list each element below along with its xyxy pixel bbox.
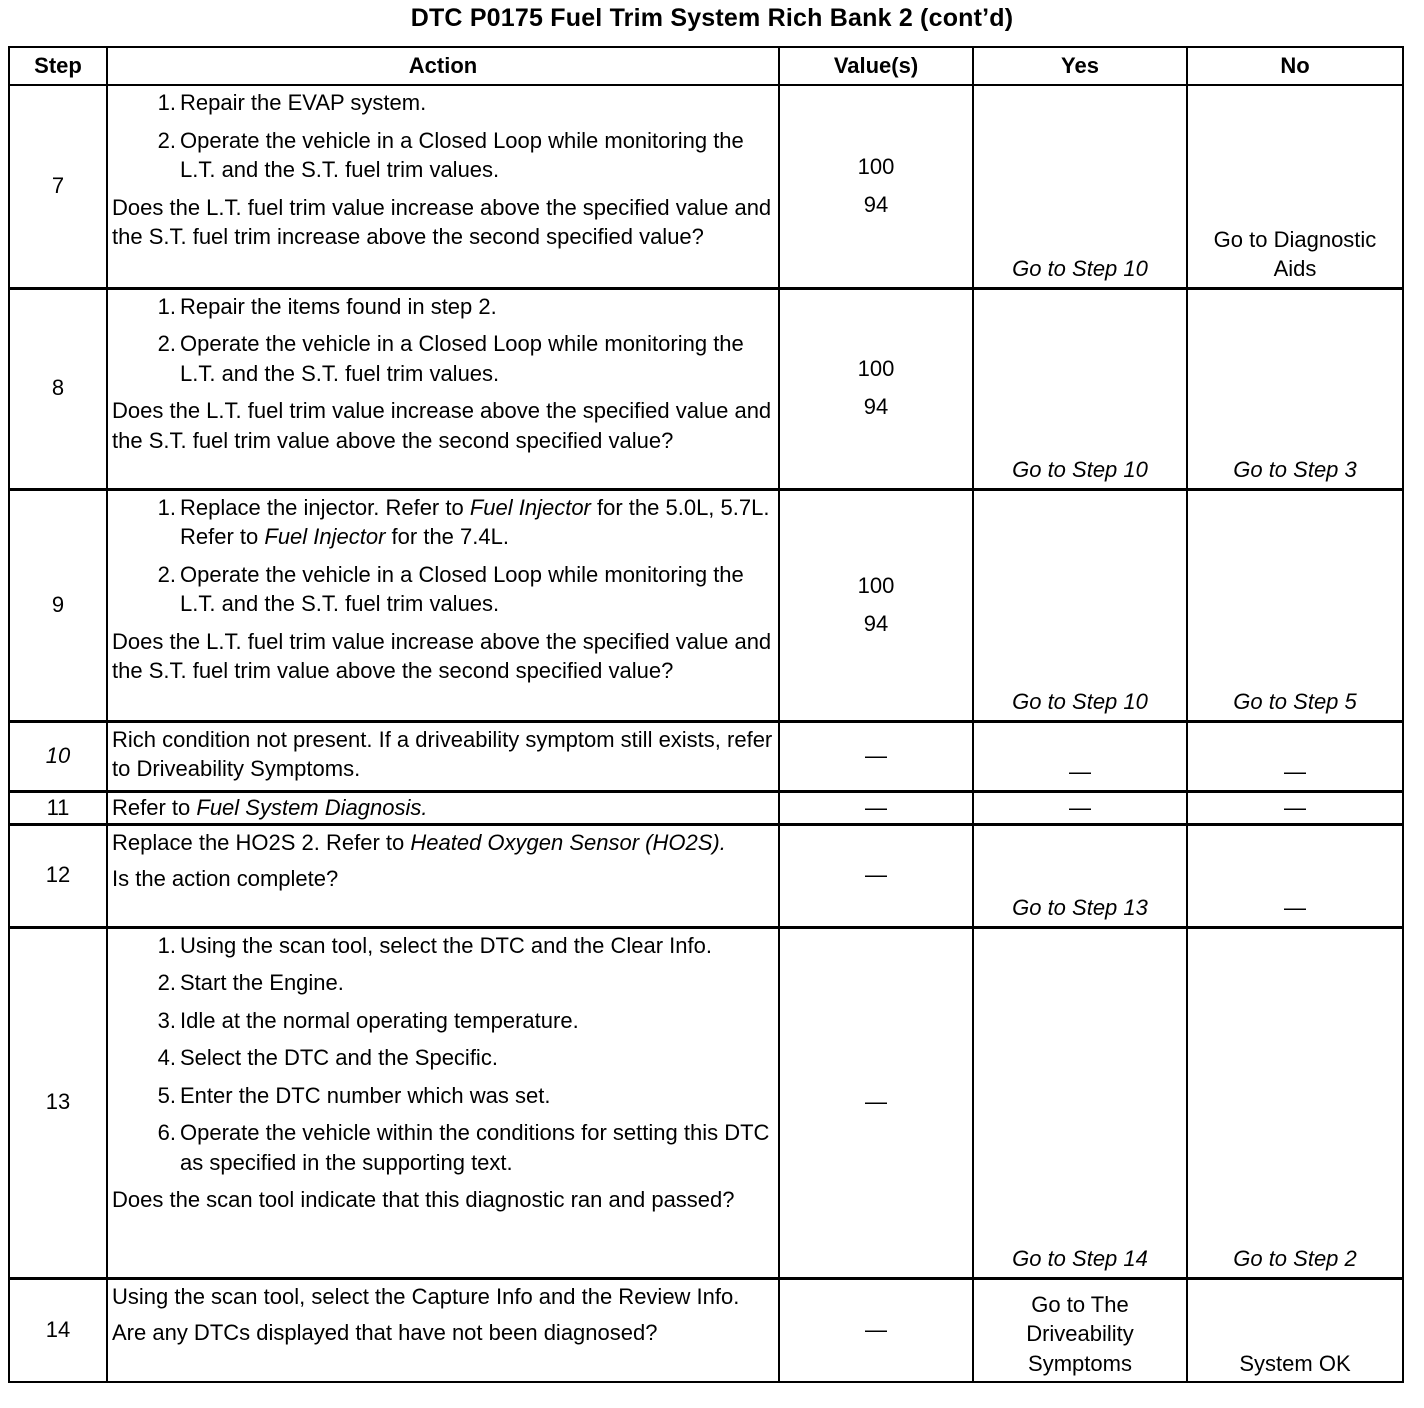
- heated-oxygen-sensor-ref: Heated Oxygen Sensor (HO2S).: [410, 829, 726, 855]
- item-number: 1.: [157, 494, 176, 520]
- fuel-system-diagnosis-ref: Fuel System Diagnosis.: [196, 794, 428, 820]
- page-title: DTC P0175 Fuel Trim System Rich Bank 2 (cont’d): [410, 4, 1014, 32]
- table-row: [9, 1278, 1403, 1382]
- action-cell: [107, 288, 779, 489]
- list-item: [112, 1118, 774, 1177]
- values-cell: [779, 489, 973, 721]
- item-text: [180, 493, 774, 552]
- action-cell: [107, 824, 779, 927]
- value-2: 94: [863, 394, 889, 419]
- action-cell: [107, 489, 779, 721]
- diagnostic-table: [8, 46, 1404, 1383]
- question-text: Is the action complete?: [112, 866, 339, 891]
- value-dash: —: [779, 927, 973, 1278]
- step-number: 10: [9, 721, 107, 791]
- item-number: 2.: [157, 127, 176, 153]
- step-number: 11: [9, 791, 107, 824]
- list-item: [112, 1081, 774, 1111]
- table-row: [9, 824, 1403, 927]
- yes-result: —: [973, 791, 1187, 824]
- value-1: 100: [857, 356, 895, 381]
- text-segment: for the 5.0L, 5.7L. Refer to: [180, 494, 770, 549]
- item-number: 4.: [157, 1045, 176, 1070]
- list-item: [112, 493, 774, 552]
- list-item: [112, 931, 774, 961]
- no-result: System OK: [1187, 1278, 1403, 1382]
- question-text: Does the L.T. fuel trim value increase above the specified value and the S.T. fuel trim increase above the second specified value?: [112, 194, 772, 249]
- question-text: Does the L.T. fuel trim value increase above the specified value and the S.T. fuel trim value above the second specified value?: [112, 628, 772, 683]
- no-result: —: [1187, 791, 1403, 824]
- no-result: Go to Step 3: [1187, 288, 1403, 489]
- header-no: No: [1187, 47, 1403, 85]
- action-text: Refer to: [112, 794, 197, 820]
- item-number: 2.: [157, 561, 176, 587]
- list-item: [112, 126, 774, 185]
- item-text: Enter the DTC number which was set.: [180, 1082, 551, 1108]
- yes-result: Go to Step 10: [973, 85, 1187, 288]
- item-text: Operate the vehicle within the conditions for setting this DTC as specified in the supporting text.: [180, 1120, 770, 1175]
- action-cell: [107, 927, 779, 1278]
- value-dash: —: [779, 1278, 973, 1382]
- fuel-injector-ref: Fuel Injector: [264, 524, 386, 549]
- item-text: Repair the items found in step 2.: [180, 293, 497, 319]
- item-number: 1.: [157, 90, 176, 115]
- item-number: 1.: [157, 932, 176, 958]
- list-item: [112, 1006, 774, 1036]
- fuel-injector-ref: Fuel Injector: [469, 494, 591, 520]
- item-number: 5.: [157, 1082, 176, 1108]
- yes-result: Go to The Driveability Symptoms: [973, 1278, 1187, 1382]
- step-number: 12: [9, 824, 107, 927]
- step-number: 8: [9, 288, 107, 489]
- value-2: 94: [863, 191, 889, 217]
- item-number: 2.: [157, 331, 176, 356]
- text-segment: Replace the injector. Refer to: [180, 494, 470, 520]
- item-text: Idle at the normal operating temperature.: [180, 1007, 579, 1033]
- text-segment: Replace the HO2S 2. Refer to: [112, 829, 411, 855]
- item-text: Repair the EVAP system.: [180, 90, 427, 115]
- header-row: [9, 47, 1403, 85]
- table-row: [9, 489, 1403, 721]
- value-dash: —: [779, 721, 973, 791]
- yes-result: —: [973, 721, 1187, 791]
- text-segment: for the 7.4L.: [385, 524, 509, 549]
- yes-result: Go to Step 10: [973, 288, 1187, 489]
- item-text: Operate the vehicle in a Closed Loop while monitoring the L.T. and the S.T. fuel trim values.: [180, 127, 744, 182]
- action-text: Rich condition not present. If a driveability symptom still exists, refer to Driveability Symptoms.: [112, 726, 773, 781]
- list-item: [112, 292, 774, 322]
- item-number: 1.: [157, 293, 176, 319]
- header-yes: Yes: [973, 47, 1187, 85]
- yes-result: Go to Step 10: [973, 489, 1187, 721]
- action-cell: [107, 721, 779, 791]
- list-item: [112, 560, 774, 619]
- item-number: 3.: [157, 1007, 176, 1033]
- value-2: 94: [863, 610, 889, 636]
- step-number: 7: [9, 85, 107, 288]
- action-text: Using the scan tool, select the Capture Info and the Review Info.: [112, 1283, 740, 1309]
- action-cell: [107, 1278, 779, 1382]
- item-text: Operate the vehicle in a Closed Loop while monitoring the L.T. and the S.T. fuel trim values.: [180, 331, 744, 386]
- list-item: [112, 329, 774, 388]
- header-step: Step: [9, 47, 107, 85]
- values-cell: [779, 288, 973, 489]
- yes-result: Go to Step 14: [973, 927, 1187, 1278]
- question-text: Are any DTCs displayed that have not been diagnosed?: [112, 1320, 658, 1345]
- no-result: Go to Diagnostic Aids: [1187, 85, 1403, 288]
- no-result: —: [1187, 721, 1403, 791]
- table-row: [9, 927, 1403, 1278]
- list-item: [112, 968, 774, 998]
- item-text: Start the Engine.: [180, 970, 344, 995]
- item-number: 2.: [157, 970, 176, 995]
- no-result: Go to Step 5: [1187, 489, 1403, 721]
- question-text: Does the scan tool indicate that this diagnostic ran and passed?: [112, 1187, 735, 1212]
- step-number: 9: [9, 489, 107, 721]
- values-cell: [779, 85, 973, 288]
- table-row: [9, 721, 1403, 791]
- item-text: Using the scan tool, select the DTC and the Clear Info.: [180, 932, 712, 958]
- item-text: Operate the vehicle in a Closed Loop while monitoring the L.T. and the S.T. fuel trim values.: [180, 561, 744, 616]
- value-dash: —: [779, 824, 973, 927]
- item-text: Select the DTC and the Specific.: [180, 1045, 498, 1070]
- action-text: [112, 828, 774, 858]
- header-values: Value(s): [779, 47, 973, 85]
- no-result: —: [1187, 824, 1403, 927]
- value-1: 100: [857, 572, 895, 598]
- value-1: 100: [857, 153, 895, 179]
- table-row: [9, 85, 1403, 288]
- value-dash: —: [779, 791, 973, 824]
- step-number: 14: [9, 1278, 107, 1382]
- item-number: 6.: [157, 1120, 176, 1145]
- action-cell: [107, 85, 779, 288]
- header-action: Action: [107, 47, 779, 85]
- action-cell: [107, 791, 779, 824]
- no-result: Go to Step 2: [1187, 927, 1403, 1278]
- yes-result: Go to Step 13: [973, 824, 1187, 927]
- table-row: [9, 288, 1403, 489]
- table-row: [9, 791, 1403, 824]
- step-number: 13: [9, 927, 107, 1278]
- question-text: Does the L.T. fuel trim value increase above the specified value and the S.T. fuel trim value above the second specified value?: [112, 398, 772, 453]
- list-item: [112, 88, 774, 118]
- list-item: [112, 1043, 774, 1073]
